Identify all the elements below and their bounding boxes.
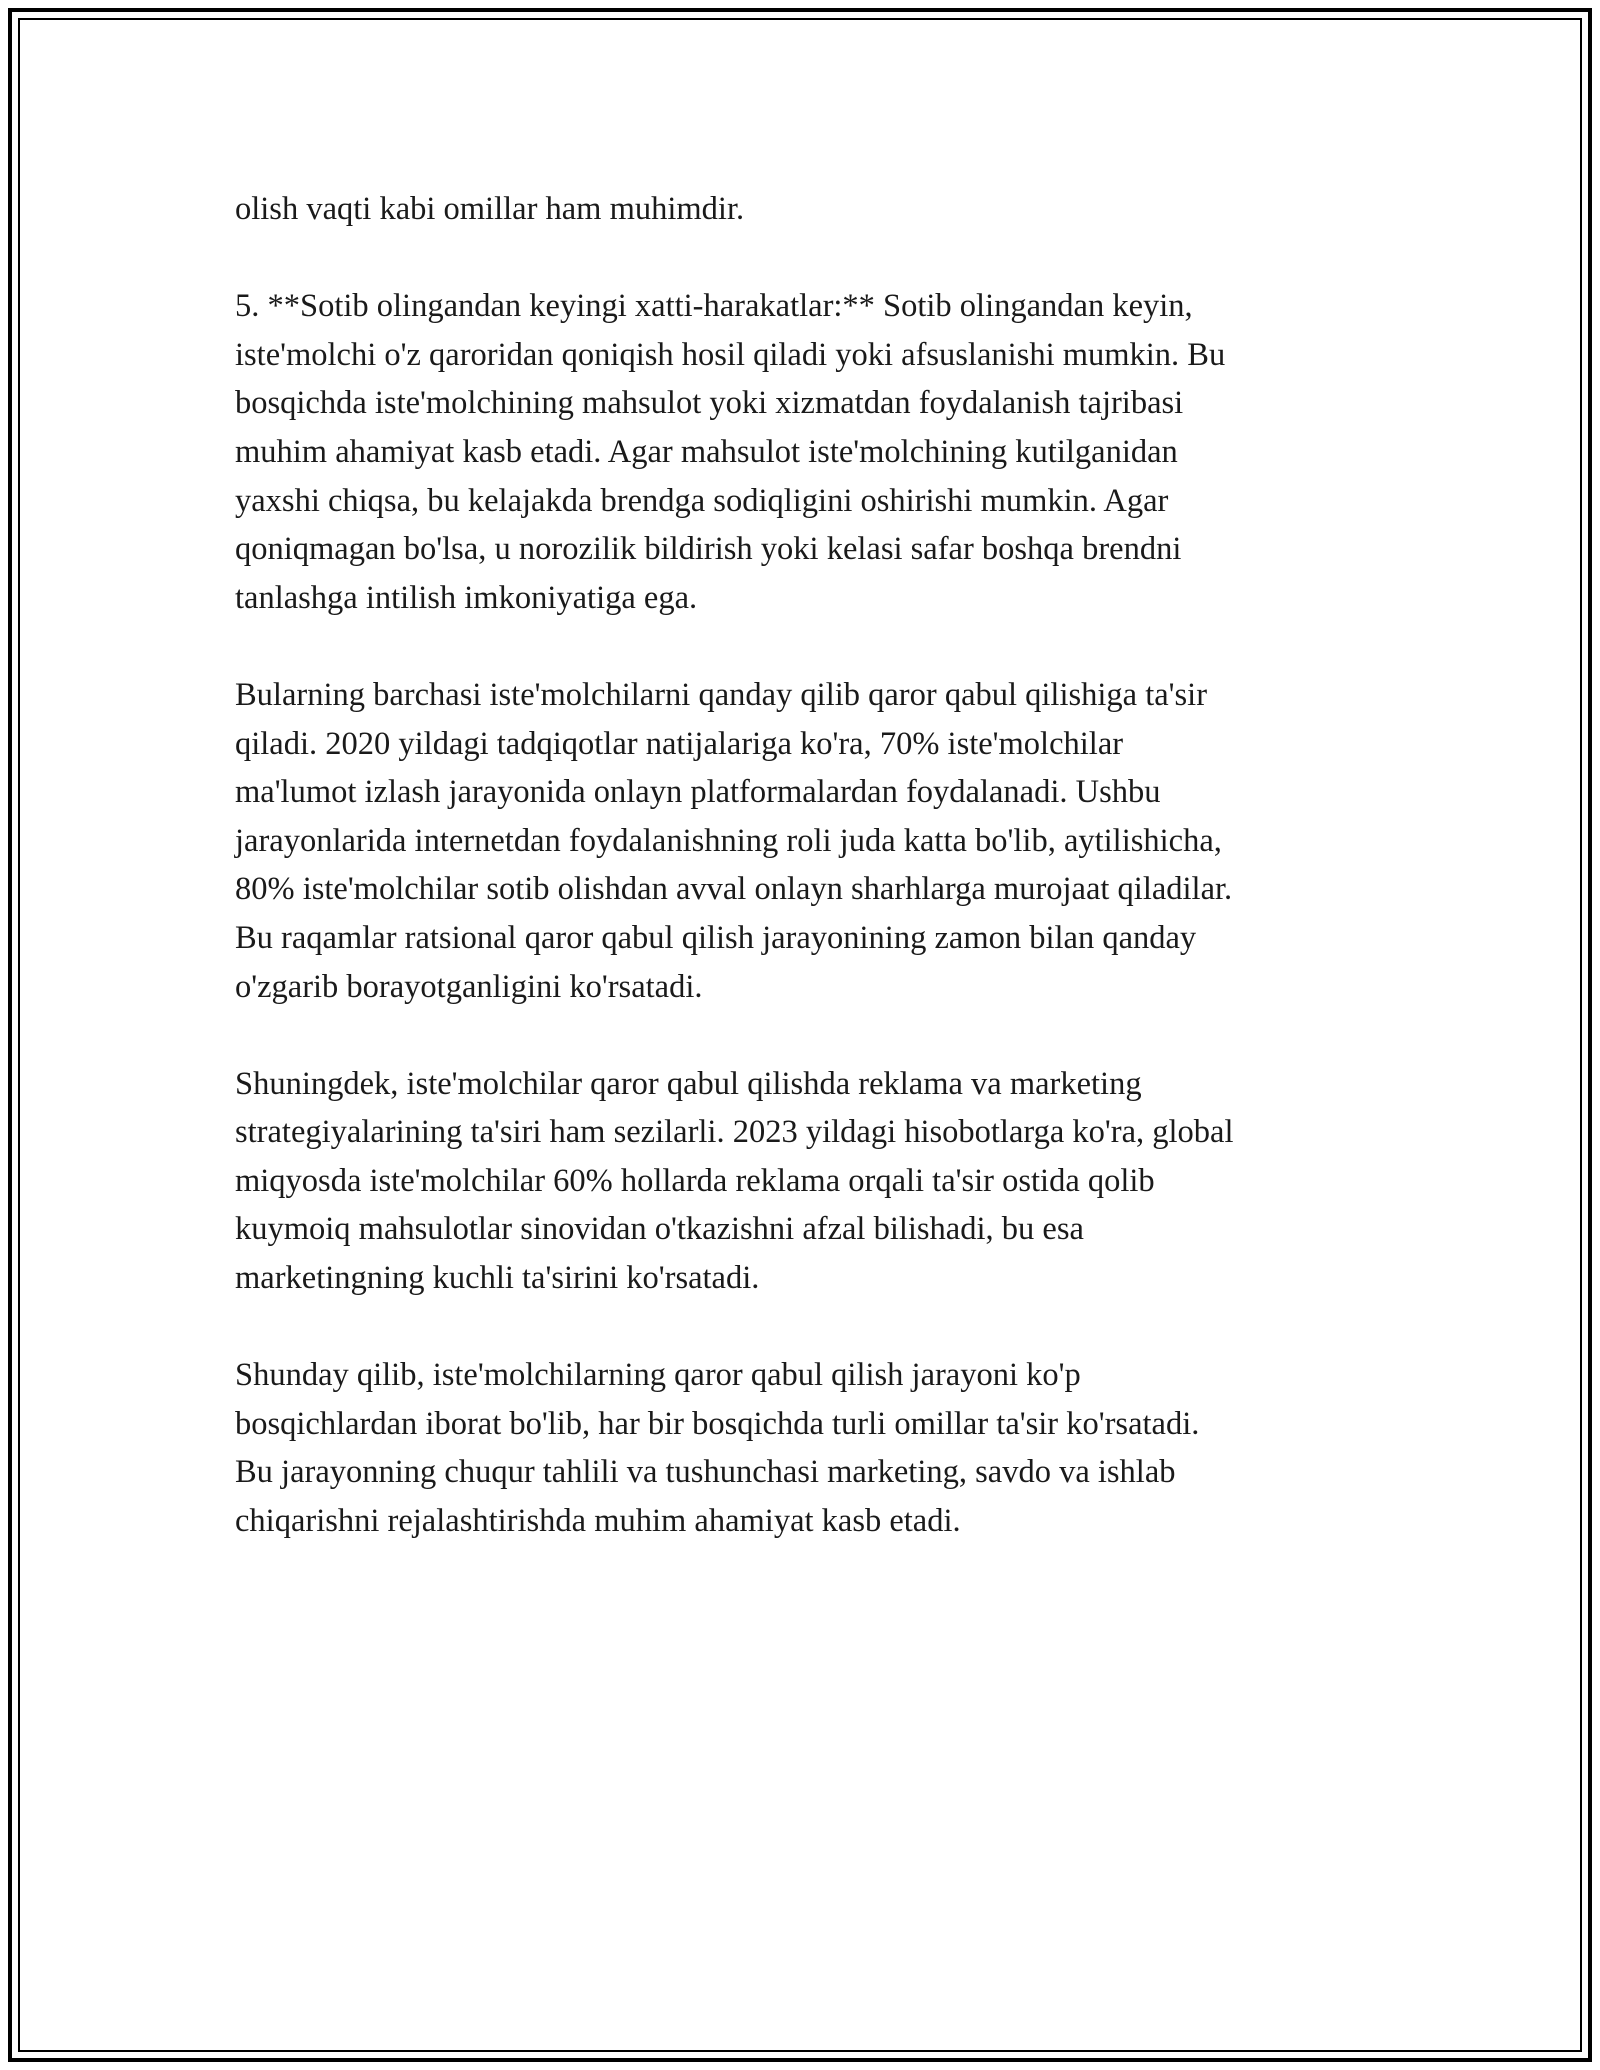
text-line: Bularning barchasi iste'molchilarni qanday qilib qaror qabul qilishiga ta'sir — [235, 676, 1208, 713]
text-line: Bu jarayonning chuqur tahlili va tushunchasi marketing, savdo va ishlab — [235, 1454, 1176, 1491]
text-line: kuymoiq mahsulotlar sinovidan o'tkazishni afzal bilishadi, bu esa — [235, 1211, 1084, 1248]
paragraph-advertising-influence — [235, 1060, 1385, 1303]
text-line: ma'lumot izlash jarayonida onlayn platformalardan foydalanadi. Ushbu — [235, 774, 1161, 811]
text-line: iste'molchi o'z qaroridan qoniqish hosil qiladi yoki afsuslanishi mumkin. Bu — [235, 336, 1226, 373]
text-line: 5. **Sotib olingandan keyingi xatti-harakatlar:** Sotib olingandan keyin, — [235, 288, 1193, 325]
text-line: bosqichda iste'molchining mahsulot yoki xizmatdan foydalanish tajribasi — [235, 385, 1184, 422]
document-body — [235, 185, 1385, 1594]
text-line: muhim ahamiyat kasb etadi. Agar mahsulot iste'molchining kutilganidan — [235, 433, 1178, 470]
text-line: qoniqmagan bo'lsa, u norozilik bildirish yoki kelasi safar boshqa brendni — [235, 531, 1182, 568]
text-line: Shunday qilib, iste'molchilarning qaror qabul qilish jarayoni ko'p — [235, 1357, 1081, 1394]
text-line: Shuningdek, iste'molchilar qaror qabul qilishda reklama va marketing — [235, 1065, 1142, 1102]
text-line: o'zgarib borayotganligini ko'rsatadi. — [235, 968, 703, 1005]
paragraph-research-statistics — [235, 671, 1385, 1011]
text-line: qiladi. 2020 yildagi tadqiqotlar natijalariga ko'ra, 70% iste'molchilar — [235, 725, 1124, 762]
text-line: Bu raqamlar ratsional qaror qabul qilish jarayonining zamon bilan qanday — [235, 919, 1197, 956]
paragraph-post-purchase-behavior — [235, 282, 1385, 622]
text-line: chiqarishni rejalashtirishda muhim ahamiyat kasb etadi. — [235, 1503, 961, 1540]
text-line: 80% iste'molchilar sotib olishdan avval onlayn sharhlarga murojaat qiladilar. — [235, 871, 1233, 908]
paragraph-conclusion — [235, 1351, 1385, 1545]
text-line: bosqichlardan iborat bo'lib, har bir bosqichda turli omillar ta'sir ko'rsatadi. — [235, 1405, 1200, 1442]
text-line: strategiyalarining ta'siri ham sezilarli. 2023 yildagi hisobotlarga ko'ra, global — [235, 1114, 1234, 1151]
text-line: miqyosda iste'molchilar 60% hollarda reklama orqali ta'sir ostida qolib — [235, 1162, 1155, 1199]
text-line: tanlashga intilish imkoniyatiga ega. — [235, 579, 698, 616]
text-line: jarayonlarida internetdan foydalanishning roli juda katta bo'lib, aytilishicha, — [235, 822, 1222, 859]
text-line: olish vaqti kabi omillar ham muhimdir. — [235, 191, 745, 227]
text-line: marketingning kuchli ta'sirini ko'rsatadi. — [235, 1260, 760, 1297]
paragraph-continuation — [235, 185, 1385, 234]
text-line: yaxshi chiqsa, bu kelajakda brendga sodiqligini oshirishi mumkin. Agar — [235, 482, 1169, 519]
